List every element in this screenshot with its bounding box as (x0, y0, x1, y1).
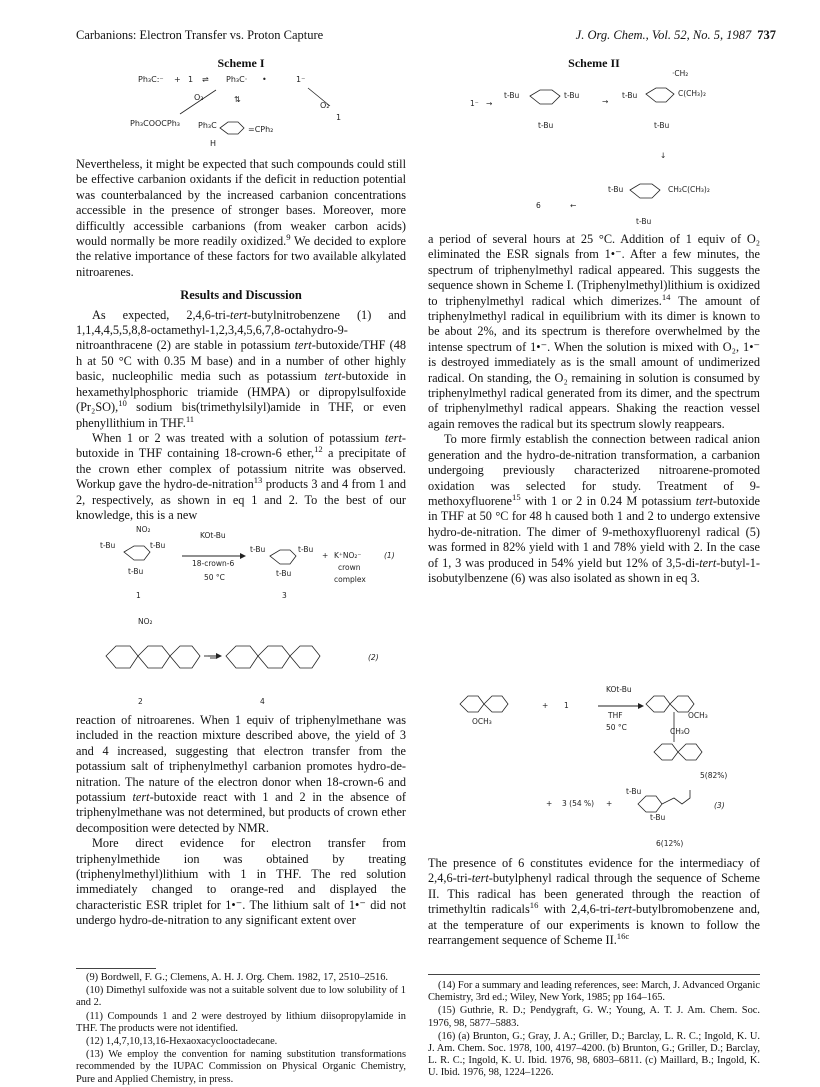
scheme1-label: Ph₃C (198, 121, 217, 130)
text-run: Nevertheless, it might be expected that such compounds could still be effective carbanion oxidants if the deficit in reduction potential was counterbalanced by the increased carbanion concentrations accessible in the presence of stronger bases. Moreover, more difficultly accessible carbanions (from weaker carbon acids) would normally be more readily oxidized. (76, 157, 406, 249)
eq1-label: t-Bu (276, 569, 292, 578)
equation-1 (100, 524, 400, 604)
scheme1-label: 1⁻ (296, 75, 306, 84)
paragraph (76, 157, 406, 280)
citation-ref: 9 (286, 231, 291, 242)
text-run: As expected, 2,4,6-tri- (92, 307, 231, 322)
footnote: (10) Dimethyl sulfoxide was not a suitable solvent due to low solubility of 1 and 2. (76, 985, 406, 1009)
text-run: -butoxide/THF (48 h at 50 °C with 0.35 M base) and in a number of other highly basic, nucleophilic media such as potassium (76, 338, 407, 384)
scheme2-label: t-Bu (504, 91, 520, 100)
text-run: The presence of 6 constitutes evidence for the intermediacy of 2,4,6-tri- (428, 856, 760, 886)
text-run: When 1 or 2 was treated with a solution of potassium (92, 430, 385, 445)
scheme-1-title: Scheme I (217, 56, 265, 70)
citation-ref: 15 (512, 491, 521, 502)
eq3-label: t-Bu (650, 813, 666, 822)
eq1-label: t-Bu (128, 567, 144, 576)
text-run: -butyl-1-isobutylbenzene (6) was also isolated as shown in eq 3. (428, 555, 760, 585)
equation-2 (92, 616, 392, 708)
text-run: reaction of nitroarenes. When 1 equiv of triphenylmethane was included in the reaction mixture described above, the yield of 3 and 4 increased, suggesting that electron transfer from the potassium salt of triphenylmethyl carbanion promotes hydro-de-nitration. The nature of the electron donor when 18-crown-6 and potassium (76, 713, 406, 805)
right-column (428, 232, 760, 586)
eq1-label: t-Bu (250, 545, 266, 554)
scheme2-label: t-Bu (622, 91, 638, 100)
eq3-label: KOt-Bu (606, 685, 632, 694)
paragraph (428, 856, 760, 948)
eq3-label: t-Bu (626, 787, 642, 796)
eq1-label: + (322, 551, 329, 560)
eq2-label: 2 (138, 697, 143, 706)
footnotes-right (428, 980, 760, 1081)
eq3-label: + (542, 701, 549, 710)
eq3-label: CH₃O (670, 727, 690, 736)
scheme1-label: =CPh₂ (248, 125, 274, 134)
footnote: (9) Bordwell, F. G.; Clemens, A. H. J. Org. Chem. 1982, 17, 2510–2516. (86, 972, 389, 983)
citation-ref: 13 (253, 475, 263, 486)
text-run: We decided to explore the relative importance of these factors for two available alkylated nitroarenes. (76, 234, 406, 279)
text-run: -butylbromobenzene and, at the temperature of our experiments is known to follow the rearrangement sequence of Scheme II. (428, 902, 760, 948)
citation-ref: 11 (185, 413, 195, 424)
page-number: 737 (757, 28, 776, 42)
section-heading: Results and Discussion (180, 288, 302, 303)
scheme2-label: t-Bu (564, 91, 580, 100)
paragraph (428, 432, 760, 586)
scheme-2-title: Scheme II (568, 56, 620, 70)
scheme1-label: • (262, 75, 267, 84)
text-run-italic: tert (614, 902, 632, 917)
right-column-continued (428, 856, 760, 948)
paragraph (76, 713, 406, 836)
citation-ref: 16c (616, 930, 630, 941)
eq3-label: 50 °C (606, 723, 627, 732)
scheme2-label: 6 (536, 201, 541, 210)
scheme1-label: O₂ (320, 101, 330, 110)
eq1-label: 50 °C (204, 573, 225, 582)
scheme2-label: ← (570, 201, 577, 210)
text-run-italic: tert (230, 307, 248, 322)
eq1-label: t-Bu (100, 541, 116, 550)
eq3-label: OCH₃ (472, 717, 492, 726)
left-column-continued (76, 713, 406, 929)
scheme2-label: → (602, 97, 609, 106)
scheme1-label: Ph₃COOCPh₃ (130, 119, 180, 128)
eq3-label: OCH₃ (688, 711, 708, 720)
footnote-rule (76, 968, 156, 969)
scheme1-label: ⇌ (202, 75, 209, 84)
scheme2-label: t-Bu (636, 217, 652, 226)
eq1-label: (1) (384, 551, 395, 560)
scheme2-label: C(CH₃)₂ (678, 89, 706, 98)
eq1-label: 18-crown-6 (192, 559, 235, 568)
journal-citation: J. Org. Chem., Vol. 52, No. 5, 1987 (575, 28, 752, 42)
eq3-label: 6(12%) (656, 839, 684, 848)
text-run: a precipitate of the crown ether complex of potassium nitrite was observed. Workup gave the hydro-de-nitration (76, 446, 406, 492)
left-column (76, 157, 406, 523)
paragraph (76, 308, 406, 431)
scheme2-label: t-Bu (608, 185, 624, 194)
footnote: (11) Compounds 1 and 2 were destroyed by lithium diisopropylamide in THF. The products were not identified. (76, 1010, 406, 1034)
footnote-rule (428, 974, 760, 975)
eq1-label: complex (334, 575, 366, 584)
eq1-label: t-Bu (298, 545, 314, 554)
eq2-label: 4 (260, 697, 265, 706)
citation-ref: 14 (661, 291, 671, 302)
eq2-label: NO₂ (138, 617, 153, 626)
eq3-label: 1 (564, 701, 569, 710)
text-run: with 1 or 2 in 0.24 M potassium (520, 493, 696, 508)
scheme1-label: 1 (188, 75, 194, 84)
text-run: -butoxide in THF containing 18-crown-6 ether, (76, 430, 406, 461)
footnote: (13) We employ the convention for naming substitution transformations recommended by the IUPAC Commission on Physical Organic Chemistry, Pure and Applied Chemistry, in press. (76, 1049, 406, 1085)
scheme1-label: Ph₃C· (226, 75, 248, 84)
text-run: products 3 and 4 from 1 and 2, respectively, as shown in eq 1 and 2. To the best of our knowledge, this is a new (76, 477, 406, 522)
scheme2-label: t-Bu (538, 121, 554, 130)
eq3-label: (3) (714, 801, 725, 810)
scheme2-label: ↓ (660, 151, 667, 160)
scheme2-label: 1⁻ (470, 99, 479, 108)
scheme2-label: t-Bu (654, 121, 670, 130)
eq1-label: t-Bu (150, 541, 166, 550)
eq1-label: NO₂ (136, 525, 151, 534)
text-run-italic: tert (384, 430, 402, 445)
citation-ref: 12 (314, 444, 323, 455)
text-run-italic: tert (294, 338, 312, 353)
citation-ref: 16 (529, 900, 539, 911)
eq3-label: 5(82%) (700, 771, 728, 780)
text-run: a period of several hours at 25 °C. Addition of 1 equiv of O₂ eliminated the ESR signals from 1•⁻. After a few minutes, the spectrum of triphenylmethyl radical appeared. This suggests the sequence shown in Scheme I. (Triphenylmethyl)lithium is oxidized to triphenylmethyl radical which dimerizes. (428, 232, 760, 308)
text-run-italic: tert (695, 493, 713, 508)
text-run: The amount of triphenylmethyl radical in equilibrium with its dimer is known to be about 2%, and its spectrum is therefore overwhelmed by the intense spectrum of 1•⁻. When the solution is mixed with O₂, 1•⁻ is destroyed immediately as is the small amount of undimerized radical. On standing, the O₂ remaining in solution is consumed by triphenylmethyl radical generated from its dimer, and the spectrum of triphenylmethyl radical appears. Shaking the reaction vessel again removes the radical but its spectrum slowly reappears. (428, 293, 760, 431)
running-header-title: Carbanions: Electron Transfer vs. Proton Capture (76, 28, 324, 42)
text-run: -butylphenyl radical through the sequence of Scheme II. This radical has been generated through the reaction of trimethyltin radicals (428, 871, 760, 917)
text-run: sodium bis(trimethylsilyl)amide in THF, or even phenyllithium in THF. (76, 400, 406, 430)
text-run: -butylnitrobenzene (1) and 1,1,4,4,5,5,8,8-octamethyl-1,2,3,4,5,6,7,8-octahydro-9-nitroanthracene (2) are stable in potassium (76, 307, 406, 353)
citation-ref: 10 (118, 398, 127, 408)
eq3-label: + (606, 799, 613, 808)
text-run: -butoxide in THF at 50 °C for 48 h caused both 1 and 2 to undergo extensive hydro-de-nitration. The dimer of 9-methoxyfluorenyl radical (5) was formed in 82% yield with 1 and 78% yield with 2. In the case of 1, 3 was produced in 54% yield but 12% of 3,5-di- (428, 493, 760, 570)
footnotes-left (76, 972, 406, 1087)
eq1-label: crown (338, 563, 361, 572)
text-run: with 2,4,6-tri- (538, 902, 615, 917)
scheme1-label: H (210, 139, 217, 148)
eq3-label: + (546, 799, 553, 808)
scheme1-label: ⇅ (234, 95, 241, 104)
footnote: (12) 1,4,7,10,13,16-Hexaoxacyclooctadecane. (86, 1036, 278, 1048)
text-run: To more firmly establish the connection between radical anion generation and the hydro-de-nitration transformation, a carbanion undergoing previously characterized nitroarene-promoted oxidation was selected for study. Treatment of 9-methoxyfluorene (428, 432, 760, 508)
eq3-label: THF (608, 711, 623, 720)
paragraph (76, 431, 406, 523)
eq3-label: 3 (54 %) (562, 799, 595, 808)
scheme1-label: + (174, 75, 181, 84)
scheme1-label: Ph₃C:⁻ (138, 75, 164, 84)
scheme-1-diagram (130, 70, 370, 154)
scheme2-label: → (486, 99, 493, 108)
equation-3 (438, 684, 758, 852)
paragraph (428, 232, 760, 432)
eq2-label: (2) (368, 653, 379, 662)
eq1-label: 3 (282, 591, 287, 600)
text-run: -butoxide react with 1 and 2 in the absence of triphenylmethane was not determined, but products of crown ether decomposition were detected by NMR. (76, 790, 406, 835)
scheme1-label: O₂ (194, 93, 204, 102)
running-header-citation (576, 28, 776, 43)
text-run-italic: tert (699, 555, 717, 570)
scheme1-label: 1 (336, 113, 342, 122)
footnote: (15) Guthrie, R. D.; Pendygraft, G. W.; Young, A. T. J. Am. Chem. Soc. 1976, 98, 5877–5883. (428, 1005, 760, 1029)
footnote: (14) For a summary and leading references, see: March, J. Advanced Organic Chemistry, 3rd ed.; Wiley, New York, 1985; pp 164–165. (428, 980, 760, 1004)
text-run: -butoxide in hexamethylphosphoric triamide (HMPA) or dipropylsulfoxide (Pr₂SO), (76, 369, 406, 415)
eq1-label: KOt-Bu (200, 531, 226, 540)
scheme-2-diagram (460, 66, 740, 228)
text-run-italic: tert (132, 790, 150, 805)
text-run-italic: tert (324, 369, 342, 384)
text-run-italic: tert (471, 871, 489, 886)
paragraph: More direct evidence for electron transfer from triphenylmethide ion was obtained by treating (triphenylmethyl)lithium with 1 in THF. The red solution immediately changed to orange-red and displayed the characteristic ESR triplet for 1•⁻. The lithium salt of 1•⁻ did not undergo hydro-de-nitration to any significant extent over (76, 836, 406, 928)
footnote: (16) (a) Brunton, G.; Gray, J. A.; Griller, D.; Barclay, L. R. C.; Ingold, K. U. J. Am. Chem. Soc. 1978, 100, 4197–4200. (b) Brunton, G.; Griller, D.; Barclay, L. R. C.; Ingold, K. U. Ibid. 1976, 98, 6803–6811. (c) Maillard, B.; Ingold, K. U. Ibid. 1976, 98, 1224–1226. (428, 1030, 760, 1079)
eq1-label: K⁺NO₂⁻ (334, 551, 362, 560)
scheme2-label: ·CH₂ (672, 69, 689, 78)
scheme2-label: CH₂C(CH₃)₂ (668, 185, 710, 194)
eq1-label: 1 (136, 591, 141, 600)
